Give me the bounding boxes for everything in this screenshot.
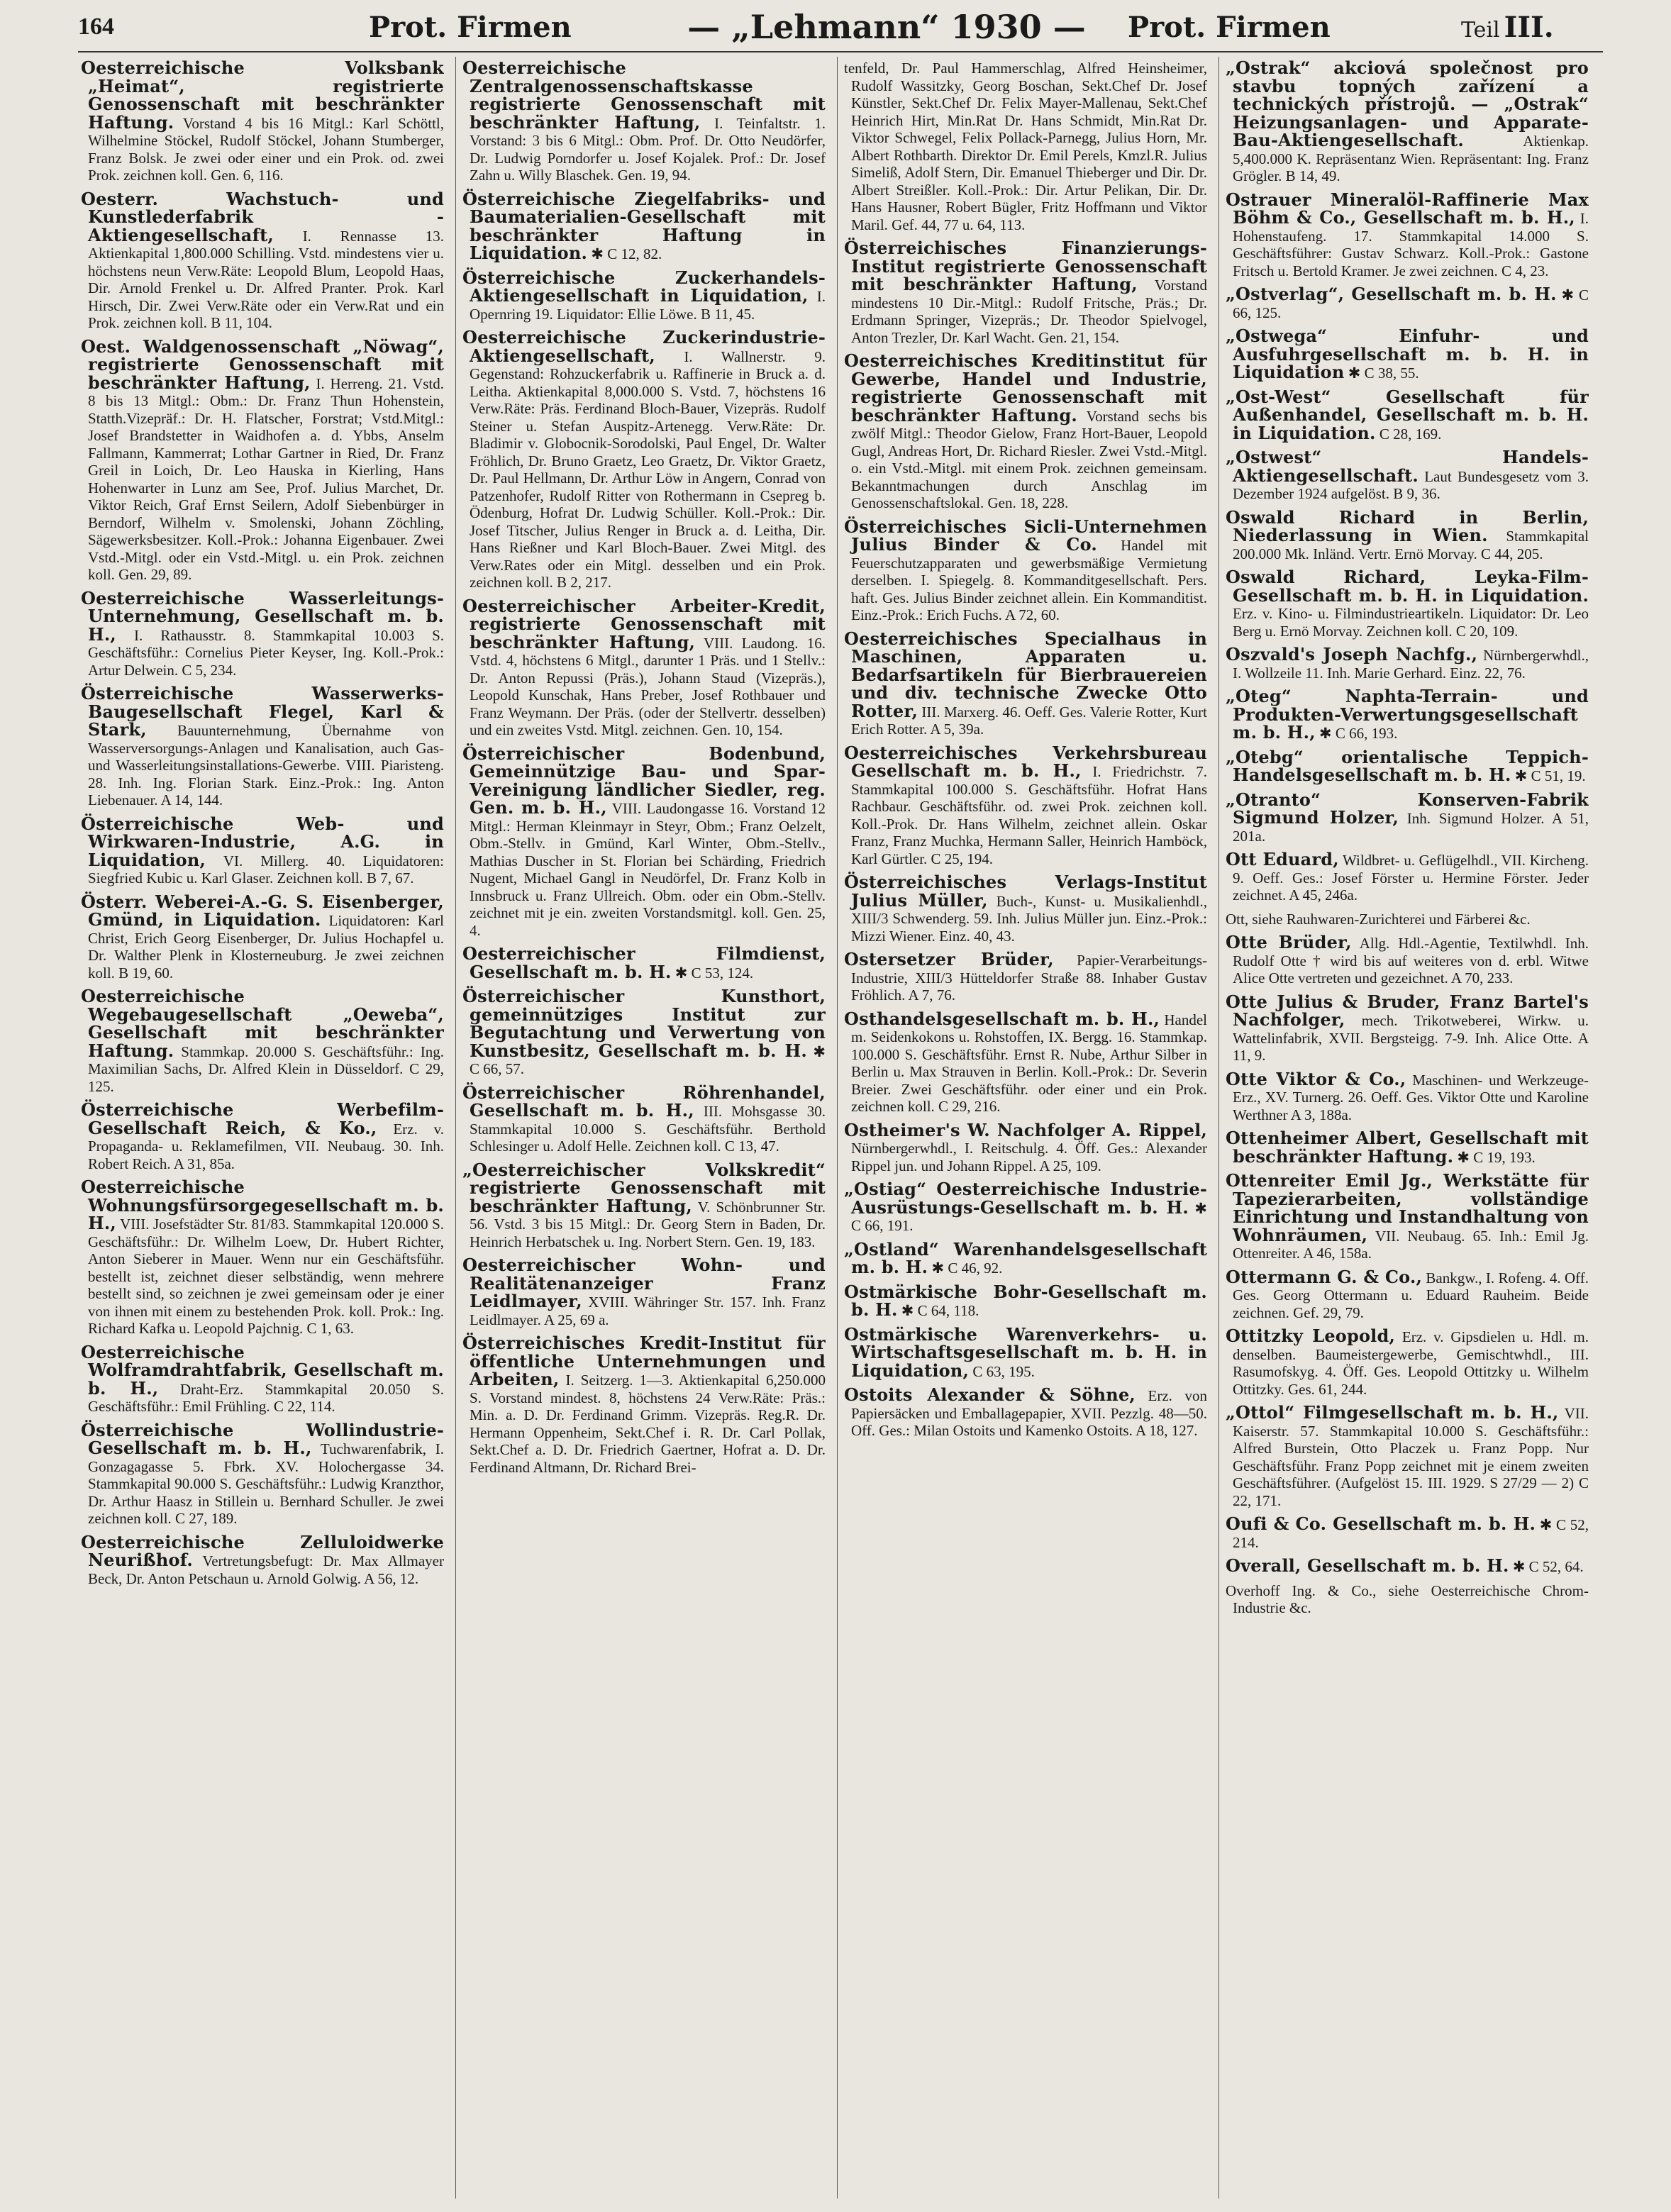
- entry-details: Erz. v. Kino- u. Filmindustrieartikeln. Liquidator: Dr. Leo Berg u. Ernö Morvay. Zeichnen koll. C 20, 109.: [1233, 605, 1589, 640]
- firm-name: Oesterreichische Zentralgenossenschaftskasse registrierte Genossenschaft mit beschränkter Haftung,: [462, 60, 826, 133]
- entry-details: Handel mit Feuerschutzapparaten und gewerbsmäßige Vermietung derselben. I. Spiegelg. 8. Kommanditgesellschaft. Pers. haft. Ges. Julius Binder zeichnet allein. Ein Kommanditist. Einz.-Prok.: Erich Fuchs. A 72, 60.: [851, 537, 1207, 623]
- directory-entry: [1226, 506, 1589, 563]
- directory-entry: [1226, 911, 1589, 928]
- entry-details: Inh. Sigmund Holzer. A 51, 201a.: [1233, 810, 1589, 845]
- firm-name: „Otranto“ Konserven-Fabrik Sigmund Holzer,: [1226, 789, 1589, 828]
- entry-details: Laut Bundesgesetz vom 3. Dezember 1924 aufgelöst. B 9, 36.: [1233, 467, 1589, 502]
- firm-name: Oswald Richard, Leyka-Film-Gesellschaft m. b. H. in Liquidation.: [1226, 567, 1589, 606]
- directory-entry: [1226, 934, 1589, 987]
- entry-details: Vorstand sechs bis zwölf Mitgl.: Theodor Gielow, Franz Hort-Bauer, Leopold Gugl, Andreas Hort, Dr. Richard Riesler. Zwei Vstd.-Mitgl. o. ein Vstd.-Mitgl. mit einem Prok. zeichnen gemeinsam. Bekanntmachungen durch Anschlag im Genossenschaftslokal. Gen. 18, 228.: [851, 407, 1207, 511]
- firm-name: „Ostverlag“, Gesellschaft m. b. H.: [1226, 284, 1557, 304]
- entry-details: V. Schönbrunner Str. 56. Vstd. 3 bis 15 Mitgl.: Dr. Georg Stern in Baden, Dr. Heinrich Herbatschek u. Ing. Norbert Stern. Gen. 19, 183.: [470, 1198, 826, 1250]
- firm-name: Ottenreiter Emil Jg., Werkstätte für Tapezierarbeiten, vollständige Einrichtung und Instandhaltung von Wohnräumen,: [1226, 1170, 1589, 1245]
- directory-entry: [1226, 328, 1589, 382]
- entry-details: I. Teinfaltstr. 1. Vorstand: 3 bis 6 Mitgl.: Obm. Prof. Dr. Otto Neudörfer, Dr. Ludwig Porndorfer u. Josef Kojalek. Prof.: Dr. Josef Zahn u. Willy Blaschek. Gen. 19, 94.: [470, 114, 826, 184]
- directory-entry: [844, 352, 1207, 512]
- directory-entry: [1226, 60, 1589, 185]
- entry-details: III. Mohsgasse 30. Stammkapital 10.000 S. Geschäftsführ. Berthold Schlesinger u. Adolf Helle. Zeichnen koll. C 13, 47.: [470, 1103, 826, 1155]
- firm-name: Oesterreichische Zuckerindustrie-Aktiengesellschaft,: [462, 327, 826, 366]
- directory-entry: [1226, 286, 1589, 321]
- directory-entry: [1226, 1582, 1589, 1617]
- directory-entry: [844, 951, 1207, 1004]
- firm-name: Österreichische Web- und Wirkwaren-Industrie, A.G. in Liquidation,: [81, 813, 444, 870]
- directory-entry: [462, 60, 826, 184]
- entry-details: Erz. von Papiersäcken und Emballagepapier, XVII. Pezzlg. 48—50. Off. Ges.: Milan Ostoits und Kamenko Ostoits. A 18, 127.: [851, 1387, 1207, 1439]
- entry-details: ✱ C 52, 214.: [1233, 1516, 1589, 1551]
- firm-name: „Ost-West“ Gesellschaft für Außenhandel, Gesellschaft m. b. H. in Liquidation.: [1226, 386, 1589, 443]
- firm-name: Ostrauer Mineralöl-Raffinerie Max Böhm & Co., Gesellschaft m. b. H.,: [1226, 189, 1589, 228]
- directory-entry: [1226, 449, 1589, 503]
- directory-entry: [844, 1181, 1207, 1235]
- firm-name: Oesterreichisches Specialhaus in Maschinen, Apparaten u. Bedarfsartikeln für Bierbrauereien und div. technische Zwecke Otto Rotter,: [844, 628, 1207, 721]
- entry-details: ✱ C 53, 124.: [674, 964, 754, 982]
- directory-entry: [81, 60, 444, 184]
- firm-name: Oesterreichischer Wohn- und Realitätenanzeiger Franz Leidlmayer,: [462, 1255, 826, 1311]
- directory-entry: [1226, 1266, 1589, 1322]
- entry-details: VI. Millerg. 40. Liquidatoren: Siegfried Kubic u. Karl Glaser. Zeichnen koll. B 7, 67.: [88, 852, 444, 887]
- firm-name: Ottenheimer Albert, Gesellschaft mit beschränkter Haftung.: [1226, 1128, 1589, 1167]
- directory-entry: [462, 188, 826, 263]
- directory-entry: [844, 1238, 1207, 1277]
- entry-details: I. Rennasse 13. Aktienkapital 1,800.000 Schilling. Vstd. mindestens vier u. höchstens neun Verw.Räte: Leopold Blum, Leopold Haas, Dir. Arnold Frenkel u. Dr. Alfred Pranter. Prok. Karl Hirsch, Dir. Zwei Verw.Räte oder ein Verw.Rat und ein Prok. zeichnen koll. B 11, 104.: [88, 227, 444, 331]
- firm-name: Oufi & Co. Gesellschaft m. b. H.: [1226, 1513, 1536, 1534]
- directory-entry: [81, 335, 444, 584]
- teil-label: [1461, 11, 1554, 44]
- header-rule: [78, 51, 1603, 52]
- firm-name: Österreichisches Verlags-Institut Julius Müller,: [844, 872, 1207, 911]
- entry-details: Overhoff Ing. & Co., siehe Oesterreichische Chrom-Industrie &c.: [1226, 1582, 1589, 1616]
- column-divider: [837, 57, 838, 2199]
- firm-name: Oesterreichische Volksbank „Heimat“, registrierte Genossenschaft mit beschränkter Haftung.: [81, 60, 444, 133]
- directory-entry: [1226, 646, 1589, 682]
- firm-name: Österreichisches Finanzierungs-Institut registrierte Genossenschaft mit beschränkter Haftung,: [844, 238, 1207, 294]
- directory-entry: [81, 988, 444, 1095]
- entry-details: VII. Neubaug. 65. Inh.: Emil Jg. Ottenreiter. A 46, 158a.: [1233, 1227, 1589, 1262]
- entry-details: Wildbret- u. Geflügelhdl., VII. Kircheng. 9. Oeff. Ges.: Josef Förster u. Hermine Förster. Jeder zeichnet. A 45, 246a.: [1233, 852, 1589, 904]
- firm-name: Ostmärkische Bohr-Gesellschaft m. b. H.: [844, 1281, 1207, 1320]
- directory-entry: [462, 745, 826, 940]
- directory-entry: [844, 874, 1207, 945]
- entry-details: VII. Kaiserstr. 57. Stammkapital 10.000 S. Geschäftsführ.: Alfred Burstein, Otto Placzek u. Franz Popp. Nur Geschäftsführ. Franz Popp zeichnet mit je einem zweiten Geschäftsführer. (Aufgelöst 15. III. 1929. S 27/29 — 2) C 22, 171.: [1233, 1405, 1589, 1509]
- entry-details: Nürnbergerwhdl., I. Wollzeile 11. Inh. Marie Gerhard. Einz. 22, 76.: [1233, 647, 1589, 682]
- entry-details: Vorstand mindestens 10 Dir.-Mitgl.: Rudolf Fritsche, Präs.; Dr. Erdmann Springer, Vizepräs.; Dr. Theodor Spielvogel, Anton Trezler, Dr. Karl Wacht. Gen. 21, 154.: [851, 277, 1207, 346]
- entry-details: I. Herreng. 21. Vstd. 8 bis 13 Mitgl.: Obm.: Dr. Franz Thun Hohenstein, Statth.Vizepräf.: Dr. H. Flatscher, Forstrat; Vstd.Mitgl.: Josef Brandstetter in Waidhofen a. d. Ybbs, Anselm Fallmann, Kammerrat; Lothar Gartner in Ried, Dr. Franz Greil in Loich, Dr. Leo Hauska in Kierling, Hans Hohenwarter in Lunz am See, Prof. Julius Marchet, Dr. Viktor Reich, Graf Ernst Seilern, Adolf Siebenbürger in Berndorf, Wilhelm v. Smolenski, Johann Zöchling, Sägewerksbesitzer. Koll.-Prok.: Johanna Eigenbauer. Zwei Vstd.-Mitgl. oder ein Vstd.-Mitgl. u. ein Prok. zeichnen koll. Gen. 29, 89.: [88, 374, 444, 583]
- entry-details: VIII. Josefstädter Str. 81/83. Stammkapital 120.000 S. Geschäftsführ.: Dr. Wilhelm Loew, Dr. Hubert Richter, Anton Sieberer in Mauer. Wenn nur ein Geschäftsführ. bestellt ist, zeichnet dieser selbständig, wenn mehrere bestellt sind, so zeichnen je zwei gemeinsam oder je einer von ihnen mit einem zu bestehenden Prok. koll. Prok.: Ing. Richard Kafka u. Leopold Pajchnig. C 1, 63.: [88, 1216, 444, 1337]
- firm-name: Otte Brüder,: [1226, 932, 1352, 952]
- page-number: 164: [78, 13, 114, 40]
- firm-name: „Oteg“ Naphta-Terrain- und Produkten-Verwertungsgesellschaft m. b. H.,: [1226, 686, 1589, 743]
- directory-entry: [844, 518, 1207, 624]
- entry-details: Vorstand 4 bis 16 Mitgl.: Karl Schöttl, Wilhelmine Stöckel, Rudolf Stöckel, Johann Stumberger, Franz Bolsk. Je zwei oder einer und ein Prok. od. zwei Prok. zeichnen koll. Gen. 6, 116.: [88, 114, 444, 184]
- firm-name: Oesterreichischer Arbeiter-Kredit, registrierte Genossenschaft mit beschränkter Haftung,: [462, 595, 826, 652]
- column-1: [81, 60, 444, 2194]
- directory-entry: [462, 329, 826, 591]
- entry-details: Vertretungsbefugt: Dr. Max Allmayer Beck, Dr. Anton Petschaun u. Arnold Golwig. A 56, 12.: [88, 1552, 444, 1587]
- entry-details: Bankgw., I. Rofeng. 4. Off. Ges. Georg Ottermann u. Eduard Rauheim. Beide zeichnen. Gef. 29, 79.: [1233, 1269, 1589, 1321]
- right-running-title: Prot. Firmen: [1128, 10, 1331, 44]
- directory-entry: [1226, 791, 1589, 845]
- directory-entry: [1226, 191, 1589, 280]
- directory-entry: [844, 630, 1207, 738]
- firm-name: Ottermann G. & Co.,: [1226, 1266, 1423, 1287]
- firm-name: Österreichische Werbefilm-Gesellschaft Reich, & Ko.,: [81, 1099, 444, 1138]
- entry-details: I. Opernring 19. Liquidator: Ellie Löwe. B 11, 45.: [470, 288, 826, 323]
- firm-name: Ostoits Alexander & Söhne,: [844, 1384, 1136, 1405]
- firm-name: Oest. Waldgenossenschaft „Nöwag“, registrierte Genossenschaft mit beschränkter Haftung,: [81, 335, 444, 393]
- firm-name: Österreichische Zuckerhandels-Aktiengesellschaft in Liquidation,: [462, 267, 826, 306]
- page-header: [78, 4, 1603, 50]
- firm-name: Osthandelsgesellschaft m. b. H.,: [844, 1008, 1160, 1029]
- firm-name: Ostmärkische Warenverkehrs- u. Wirtschaftsgesellschaft m. b. H. in Liquidation,: [844, 1323, 1207, 1381]
- entry-details: Allg. Hdl.-Agentie, Textilwhdl. Inh. Rudolf Otte † wird bis auf weiteres von d. erbl. Witwe Alice Otte vertreten und gezeichnet. A 70, 233.: [1233, 935, 1589, 986]
- entry-details: ✱ C 52, 64.: [1512, 1558, 1584, 1575]
- directory-entry: [1226, 746, 1589, 785]
- entry-details: Papier-Verarbeitungs-Industrie, XIII/3 Hütteldorfer Straße 88. Inhaber Gustav Fröhlich. A 7, 76.: [851, 952, 1207, 1004]
- entry-details: Stammkapital 200.000 Mk. Inländ. Vertr. Ernö Morvay. C 44, 205.: [1233, 528, 1589, 562]
- column-divider: [455, 57, 456, 2199]
- entry-details: VIII. Laudong. 16. Vstd. 4, höchstens 6 Mitgl., darunter 1 Präs. und 1 Stellv.: Dr. Anton Repussi (Präs.), Johann Staud (Vizepräs.), Leopold Kunschak, Hans Preber, Josef Rothbauer und Franz Weymann. Der Präs. (oder der Stellvertr. desselben) und ein zweites Vstd. Mitgl. zeichnen. Gen. 10, 154.: [470, 634, 826, 738]
- firm-name: Oesterreichische Zelluloidwerke Neurißhof.: [81, 1531, 444, 1570]
- firm-name: „Ostiag“ Oesterreichische Industrie-Ausrüstungs-Gesellschaft m. b. H.: [844, 1179, 1207, 1218]
- firm-name: Österreichische Wasserwerks-Baugesellschaft Flegel, Karl & Stark,: [81, 683, 444, 740]
- directory-entry: [844, 1119, 1207, 1175]
- entry-details: ✱ C 46, 92.: [931, 1260, 1003, 1277]
- entry-details: ✱ C 12, 82.: [591, 245, 662, 262]
- directory-entry: [1226, 991, 1589, 1065]
- directory-entry: [462, 1159, 826, 1251]
- column-4: [1226, 60, 1589, 2194]
- firm-name: Österreichischer Bodenbund, Gemeinnützige Bau- und Spar-Vereinigung ländlicher Siedler, reg. Gen. m. b. H.,: [462, 743, 826, 818]
- firm-name: Ostheimer's W. Nachfolger A. Rippel,: [844, 1119, 1207, 1140]
- entry-details: I. Seitzerg. 1—3. Aktienkapital 6,250.000 S. Vorstand mindest. 8, höchstens 24 Verw.Räte: Präs.: Min. a. D. Dr. Ferdinand Grimm. Vizepräs. Reg.R. Dr. Hermann Oppenheim, Sekt.Chef i. R. Dr. Carl Pollak, Sekt.Chef a. D. Dr. Friedrich Gaertner, Hofrat a. D. Dr. Ferdinand Altmann, Dr. Richard Brei-: [470, 1372, 826, 1476]
- entry-details: Erz. v. Propaganda- u. Reklamefilmen, VII. Neubaug. 30. Inh. Robert Reich. A 31, 85a.: [88, 1120, 444, 1172]
- directory-entry: [81, 891, 444, 982]
- directory-entry: [81, 188, 444, 332]
- firm-name: „Ottol“ Filmgesellschaft m. b. H.,: [1226, 1402, 1559, 1423]
- directory-entry: [1226, 1513, 1589, 1551]
- directory-entry: [462, 1335, 826, 1476]
- directory-entry: [462, 988, 826, 1078]
- firm-name: Otte Julius & Bruder, Franz Bartel's Nachfolger,: [1226, 991, 1589, 1030]
- entry-details: mech. Trikotweberei, Wirkw. u. Wattelinfabrik, XVII. Bergsteigg. 7-9. Inh. Alice Otte. A 11, 9.: [1233, 1012, 1589, 1064]
- directory-entry: [844, 1386, 1207, 1440]
- entry-details: Aktienkap. 5,400.000 K. Repräsentanz Wien. Repräsentant: Ing. Franz Grögler. B 14, 49.: [1233, 133, 1589, 184]
- directory-entry: [1226, 569, 1589, 640]
- directory-entry: [1226, 1130, 1589, 1166]
- entry-details: ✱ C 38, 55.: [1348, 365, 1419, 382]
- directory-entry: [844, 1281, 1207, 1320]
- entry-details: Stammkap. 20.000 S. Geschäftsführ.: Ing. Maximilian Sachs, Dr. Alfred Klein in Düsseldorf. C 29, 125.: [88, 1043, 444, 1095]
- firm-name: Österreichisches Kredit-Institut für öffentliche Unternehmungen und Arbeiten,: [462, 1333, 826, 1389]
- entry-details: Nürnbergerwhdl., I. Reitschulg. 4. Öff. Ges.: Alexander Rippel jun. und Johann Rippel. A 25, 109.: [851, 1140, 1207, 1174]
- directory-entry: [844, 1008, 1207, 1116]
- entry-details: I. Hohenstaufeng. 17. Stammkapital 14.000 S. Geschäftsführer: Gustav Schwarz. Koll.-Prok.: Gastone Fritsch u. Bertold Kramer. Je zwei zeichnen. C 4, 23.: [1233, 210, 1589, 279]
- firm-name: Österreichische Ziegelfabriks- und Baumaterialien-Gesellschaft mit beschränkter Haftung in Liquidation.: [462, 188, 826, 263]
- entry-details: I. Rathausstr. 8. Stammkapital 10.003 S. Geschäftsführ.: Cornelius Pieter Keyser, Ing. Koll.-Prok.: Artur Delwein. C 5, 234.: [88, 626, 444, 679]
- firm-name: Oesterreichisches Kreditinstitut für Gewerbe, Handel und Industrie, registrierte Genossenschaft mit beschränkter Haftung.: [844, 350, 1207, 426]
- left-running-title: Prot. Firmen: [369, 10, 572, 44]
- directory-entry: [1226, 688, 1589, 743]
- entry-details: Liquidatoren: Karl Christ, Erich Georg Eisenberger, Dr. Julius Hochapfel u. Dr. Walther Plenk in Klosterneuburg. Je zwei zeichnen koll. B 19, 60.: [88, 912, 444, 982]
- directory-entry: [1226, 1557, 1589, 1576]
- entry-details: C 63, 195.: [972, 1362, 1035, 1380]
- directory-entry: [81, 587, 444, 679]
- entry-details: Buch-, Kunst- u. Musikalienhdl., XIII/3 Schwenderg. 59. Inh. Julius Müller jun. Einz.-Prok.: Mizzi Wiener. Einz. 40, 43.: [851, 892, 1207, 945]
- entry-details: Handel m. Seidenkokons u. Rohstoffen, IX. Bergg. 16. Stammkap. 100.000 S. Geschäftsführ. Ernst R. Nube, Arthur Silber in Berlin u. Max Strauven in Berlin. Koll.-Prok.: Dr. Severin Breier. Zwei Geschäftsführ. oder einer und ein Prok. zeichnen koll. C 29, 216.: [851, 1011, 1207, 1115]
- firm-name: Oesterreichische Wegebaugesellschaft „Oeweba“, Gesellschaft mit beschränkter Haftung.: [81, 986, 444, 1061]
- entry-details: C 28, 169.: [1379, 425, 1442, 443]
- firm-name: Oesterr. Wachstuch- und Kunstlederfabrik - Aktiengesellschaft,: [81, 188, 444, 245]
- entry-details: Ott, siehe Rauhwaren-Zurichterei und Färberei &c.: [1226, 910, 1531, 928]
- directory-entry: [462, 1084, 826, 1155]
- directory-entry: [1226, 1068, 1589, 1124]
- entry-details: ✱ C 66, 125.: [1233, 287, 1589, 321]
- directory-entry: [81, 813, 444, 887]
- entry-details: tenfeld, Dr. Paul Hammerschlag, Alfred Heinsheimer, Rudolf Wassitzky, Georg Boschan, Sekt.Chef Dr. Josef Künstler, Sekt.Chef Dr. Felix Mayer-Mallenau, Sekt.Chef Heinrich Hirt, Min.Rat Dr. Hans Schmidt, Min.Rat Dr. Viktor Schwegel, Felix Pollack-Parnegg, Julius Horn, Mr. Albert Rothbarth. Direktor Dr. Emil Perels, Kmzl.R. Julius Simeliß, Adolf Stern, Dir. Emanuel Thieberger und Dir. Dr. Albert Streißler. Koll.-Prok.: Dir. Artur Pelikan, Dir. Dr. Hans Hausner, Robert Bügler, Fritz Hoffmann und Viktor Maril. Gef. 44, 77 u. 64, 113.: [844, 60, 1207, 233]
- directory-entry: [844, 60, 1207, 233]
- firm-name: Otte Viktor & Co.,: [1226, 1068, 1406, 1089]
- entry-details: Erz. v. Gipsdielen u. Hdl. m. denselben. Baumeistergewerbe, Gemischtwhdl., III. Rasumofskyg. 4. Öff. Ges. Leopold Ottitzky u. Wilhelm Ottitzky. Ges. 61, 244.: [1233, 1328, 1589, 1398]
- directory-entry: [81, 1419, 444, 1528]
- firm-name: Ottitzky Leopold,: [1226, 1325, 1396, 1346]
- directory-entry: [1226, 386, 1589, 443]
- firm-name: Österr. Weberei-A.-G. S. Eisenberger, Gmünd, in Liquidation.: [81, 891, 444, 930]
- firm-name: Overall, Gesellschaft m. b. H.: [1226, 1555, 1509, 1576]
- entry-details: Maschinen- und Werkzeuge-Erz., XV. Turnerg. 26. Oeff. Ges. Viktor Otte und Karoline Werthner A 3, 188a.: [1233, 1071, 1589, 1123]
- directory-entry: [844, 1323, 1207, 1381]
- column-divider: [1218, 57, 1219, 2199]
- firm-name: Oesterreichisches Verkehrsbureau Gesellschaft m. b. H.,: [844, 742, 1207, 781]
- entry-details: ✱ C 66, 193.: [1319, 725, 1398, 742]
- firm-name: „Ostwega“ Einfuhr- und Ausfuhrgesellschaft m. b. H. in Liquidation: [1226, 326, 1589, 382]
- directory-entry: [1226, 851, 1589, 904]
- entry-details: ✱ C 64, 118.: [901, 1302, 979, 1319]
- entry-details: Tuchwarenfabrik, I. Gonzagagasse 5. Fbrk. XV. Holochergasse 34. Stammkapital 90.000 S. Geschäftsführ.: Ludwig Kranzthor, Dr. Arthur Haasz in Stillein u. Bernhard Schuller. Je zwei zeichnen koll. C 27, 189.: [88, 1440, 444, 1527]
- entry-details: ✱ C 51, 19.: [1514, 767, 1586, 784]
- directory-entry: [81, 1341, 444, 1416]
- directory-entry: [844, 240, 1207, 346]
- firm-name: „Oesterreichischer Volkskredit“ registrierte Genossenschaft mit beschränkter Haftung,: [462, 1159, 826, 1216]
- entry-details: XVIII. Währinger Str. 157. Inh. Franz Leidlmayer. A 25, 69 a.: [470, 1294, 826, 1328]
- column-2: [462, 60, 826, 2194]
- firm-name: Oswald Richard in Berlin, Niederlassung in Wien.: [1226, 506, 1589, 545]
- directory-entry: [462, 1257, 826, 1328]
- firm-name: Österreichischer Kunsthort, gemeinnütziges Institut zur Begutachtung und Verwertung von Kunstbesitz, Gesellschaft m. b. H.: [462, 986, 826, 1061]
- directory-entry: [844, 742, 1207, 868]
- directory-entry: [81, 1531, 444, 1588]
- firm-name: Oesterreichischer Filmdienst, Gesellschaft m. b. H.: [462, 943, 826, 982]
- firm-name: Oesterreichische Wasserleitungs-Unternehmung, Gesellschaft m. b. H.,: [81, 587, 444, 645]
- directory-entry: [81, 685, 444, 809]
- directory-entry: [1226, 1172, 1589, 1262]
- entry-details: ✱ C 66, 57.: [470, 1043, 826, 1077]
- firm-name: Oszvald's Joseph Nachfg.,: [1226, 644, 1478, 665]
- entry-details: VIII. Laudongasse 16. Vorstand 12 Mitgl.: Herman Kleinmayr in Steyr, Obm.; Franz Oelzelt, Obm.-Stellv. in Gmünd, Karl Winter, Obm.-Stellv., Mathias Duscher in St. Florian bei Schärding, Friedrich Nugent, Michael Gangl in Neudörfel, Dr. Franz Kolb in Innsbruck u. Franz Ullreich. Obm. oder ein Obm.-Stellv. zeichnet mit je ein. zweiten Vorstandsmitgl. koll. Gen. 25, 4.: [470, 800, 826, 939]
- entry-details: Draht-Erz. Stammkapital 20.050 S. Geschäftsführ.: Emil Frühling. C 22, 114.: [88, 1380, 444, 1415]
- directory-entry: [462, 269, 826, 323]
- firm-name: Oesterreichische Wohnungsfürsorgegesellschaft m. b. H.,: [81, 1177, 444, 1233]
- directory-entry: [1226, 1325, 1589, 1398]
- firm-name: „Ostrak“ akciová společnost pro stavbu topných zařízení a technických přístrojů. — „Ostrak“ Heizungsanlagen- und Apparate-Bau-Aktiengesellschaft.: [1226, 60, 1589, 150]
- firm-name: Ostersetzer Brüder,: [844, 949, 1054, 969]
- entry-details: I. Wallnerstr. 9. Gegenstand: Rohzuckerfabrik u. Raffinerie in Bruck a. d. Leitha. Aktienkapital 8,000.000 S. Vstd. 7, höchstens 16 Verw.Räte: Präs. Ferdinand Bloch-Bauer, Vizepräs. Rudolf Steiner u. Stefan Auspitz-Artenegg. Verw.Räte: Dr. Bladimir v. Globocnik-Sorodolski, Paul Engel, Dr. Walter Fröhlich, Dr. Bruno Graetz, Leo Graetz, Dr. Viktor Graetz, Dr. Paul Hellmann, Dr. Arthur Löw in Angern, Conrad von Patzenhofer, Rudolf Ritter von Rothermann in Csepreg b. Ödenburg, Hofrat Dr. Ludwig Schüller. Koll.-Prok.: Dir. Josef Titscher, Julius Renger in Bruck a. d. Leitha, Dir. Hans Rießner und Karl Bloch-Bauer. Zwei Mitgl. des Verw.Rates oder ein Mitgl. desselben und ein Prok. zeichnen koll. B 2, 217.: [470, 348, 826, 591]
- column-3: [844, 60, 1207, 2194]
- directory-entry: [462, 945, 826, 982]
- entry-details: III. Marxerg. 46. Oeff. Ges. Valerie Rotter, Kurt Erich Rotter. A 5, 39a.: [851, 703, 1207, 738]
- entry-details: I. Friedrichstr. 7. Stammkapital 100.000 S. Geschäftsführ. Hofrat Hans Rachbaur. Geschäftsführ. od. zwei Prok. zeichnen koll. Koll.-Prok. Dr. Hans Wilhelm, zeichnet allein. Oskar Franz, Franz Muchka, Hermann Saller, Heinrich Hamböck, Karl Gürtler. C 25, 194.: [851, 763, 1207, 867]
- directory-entry: [81, 1101, 444, 1172]
- firm-name: Österreichische Wollindustrie-Gesellschaft m. b. H.,: [81, 1419, 444, 1458]
- firm-name: Ott Eduard,: [1226, 849, 1339, 869]
- directory-entry: [1226, 1404, 1589, 1509]
- center-running-title: — „Lehmann“ 1930 —: [687, 8, 1086, 46]
- firm-name: „Otebg“ orientalische Teppich-Handelsgesellschaft m. b. H.: [1226, 746, 1589, 785]
- firm-name: Oesterreichische Wolframdrahtfabrik, Gesellschaft m. b. H.,: [81, 1341, 444, 1399]
- directory-entry: [462, 595, 826, 739]
- entry-details: ✱ C 66, 191.: [851, 1199, 1207, 1234]
- firm-name: „Ostland“ Warenhandelsgesellschaft m. b. H.: [844, 1238, 1207, 1277]
- teil-number: III.: [1504, 10, 1554, 44]
- directory-entry: [81, 1179, 444, 1338]
- entry-details: Bauunternehmung, Übernahme von Wasserversorgungs-Anlagen und Kanalisation, auch Gas- und Wasserleitungsinstallations-Gewerbe. VIII. Piaristeng. 28. Inh. Ing. Florian Stark. Einz.-Prok.: Ing. Anton Liebenauer. A 14, 144.: [88, 722, 444, 808]
- entry-details: ✱ C 19, 193.: [1457, 1148, 1536, 1166]
- firm-name: Österreichischer Röhrenhandel, Gesellschaft m. b. H.,: [462, 1082, 826, 1121]
- firm-name: „Ostwest“ Handels-Aktiengesellschaft.: [1226, 447, 1589, 486]
- firm-name: Österreichisches Sicli-Unternehmen Julius Binder & Co.: [844, 516, 1207, 555]
- teil-word: Teil: [1461, 17, 1500, 43]
